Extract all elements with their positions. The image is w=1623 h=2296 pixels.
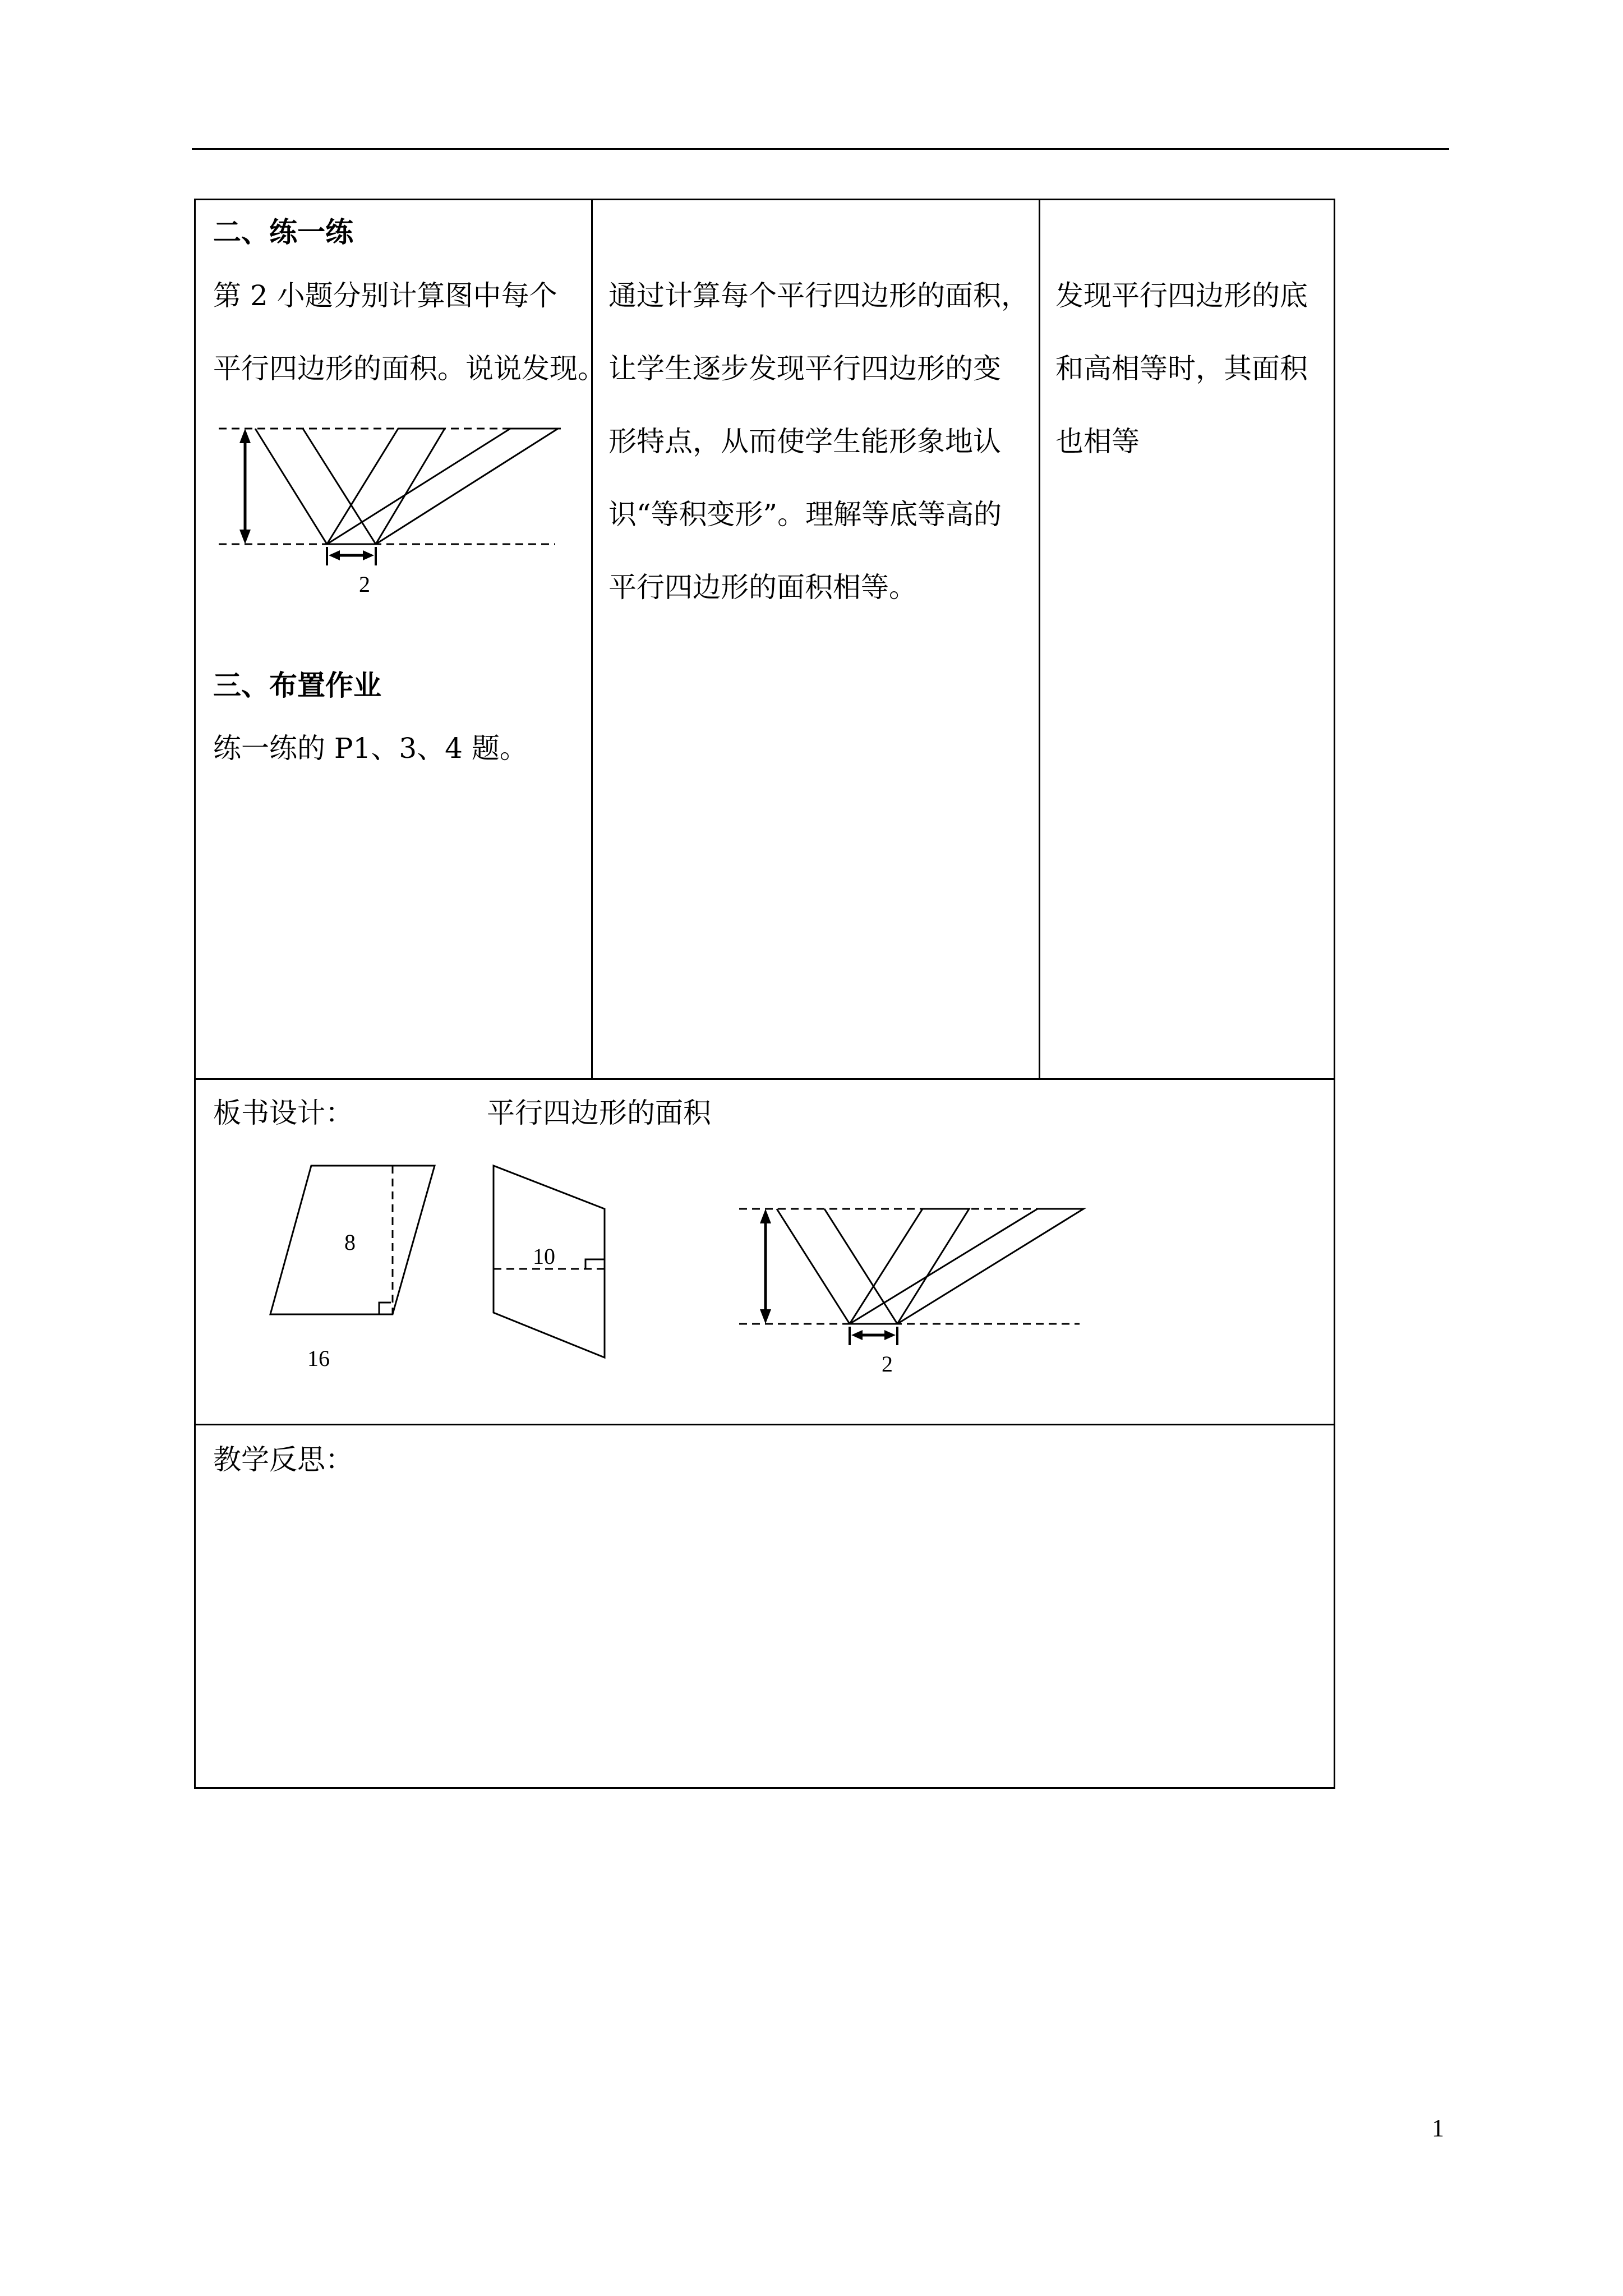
- header-rule: [192, 148, 1449, 150]
- practice-line: 平行四边形的面积。说说发现。: [213, 352, 606, 385]
- intent-line: 通过计算每个平行四边形的面积，: [608, 279, 1029, 312]
- fig3-base-label: 2: [882, 1351, 893, 1377]
- intent-line: 形特点，从而使学生能形象地认: [608, 425, 1001, 458]
- column-divider-2: [1039, 199, 1040, 1079]
- finding-line: 和高相等时，其面积: [1055, 352, 1308, 385]
- fig-small-base-label: 2: [359, 572, 370, 597]
- finding-line: 发现平行四边形的底: [1055, 279, 1308, 312]
- intent-line: 平行四边形的面积相等。: [608, 571, 917, 604]
- page-number: 1: [1432, 2114, 1444, 2142]
- reflection-label: 教学反思：: [213, 1443, 353, 1476]
- practice-line: 第 2 小题分别计算图中每个: [213, 279, 557, 312]
- intent-line: 识“等积变形”。理解等底等高的: [608, 498, 1002, 531]
- homework-text: 练一练的 P1、3、4 题。: [213, 732, 528, 765]
- board-parallelogram-figure-3: [0, 0, 1, 1]
- fig2-label: 10: [533, 1244, 555, 1269]
- row-divider-board: [194, 1078, 1335, 1080]
- expected-finding: [1055, 259, 1308, 478]
- intent-line: 让学生逐步发现平行四边形的变: [608, 352, 1001, 385]
- practice-heading: 二、练一练: [213, 215, 353, 249]
- fig1-base-label: 16: [307, 1346, 330, 1371]
- teaching-intent: [608, 259, 1029, 624]
- row-divider-reflection: [194, 1424, 1335, 1425]
- practice-description: [213, 259, 606, 405]
- homework-heading: 三、布置作业: [213, 669, 381, 702]
- finding-line: 也相等: [1055, 425, 1140, 458]
- board-design-label: 板书设计：: [213, 1097, 353, 1129]
- board-title: 平行四边形的面积: [487, 1097, 711, 1129]
- fig1-height-label: 8: [344, 1230, 356, 1255]
